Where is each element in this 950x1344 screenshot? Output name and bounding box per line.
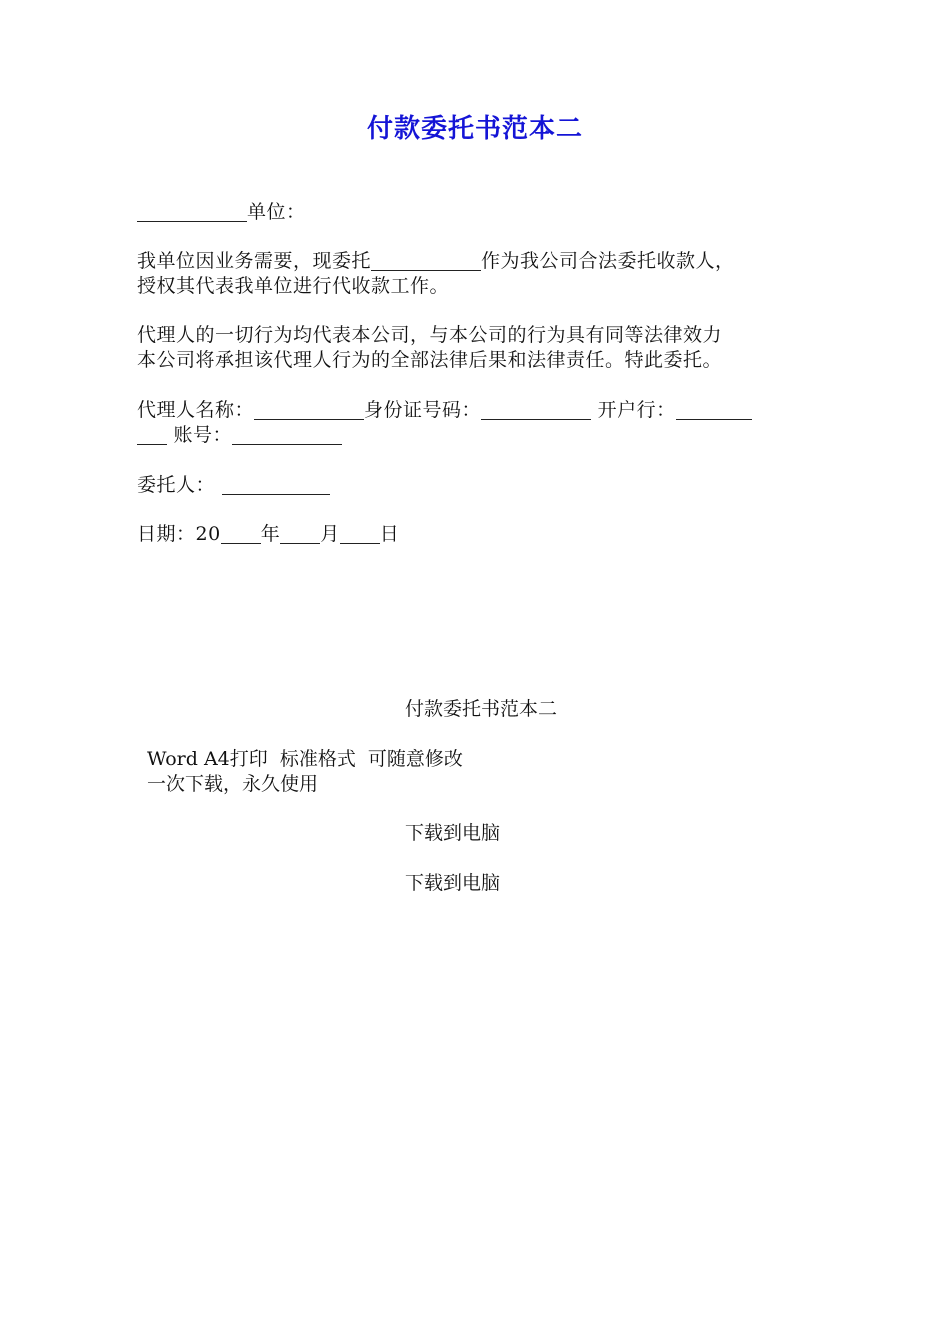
agent-name-label: 代理人名称： [137, 399, 255, 421]
footer-title: 付款委托书范本二 [405, 698, 558, 720]
id-number-label: 身份证号码： [364, 399, 482, 421]
para1-text-a: 我单位因业务需要，现委托 [137, 250, 372, 272]
bank-label: 开户行： [591, 399, 676, 421]
id-number-blank [481, 401, 591, 420]
month-blank [280, 525, 320, 544]
month-label: 月 [320, 523, 340, 545]
unit-line [137, 200, 306, 225]
date-line [137, 522, 399, 547]
paragraph-1-line-1 [137, 249, 735, 274]
year-blank [221, 525, 261, 544]
principal-blank [222, 476, 330, 495]
download-link-2[interactable]: 下载到电脑 [405, 872, 501, 894]
date-prefix: 日期：20 [137, 523, 221, 545]
agent-info-line-2 [137, 423, 342, 448]
agent-blank [371, 252, 481, 271]
principal-line [137, 473, 330, 498]
paragraph-2-line-2: 本公司将承担该代理人行为的全部法律后果和法律责任。特此委托。 [137, 349, 723, 371]
account-blank [232, 426, 342, 445]
paragraph-1-line-2: 授权其代表我单位进行代收款工作。 [137, 275, 450, 297]
download-link-1[interactable]: 下载到电脑 [405, 822, 501, 844]
footer-usage: 一次下载，永久使用 [147, 773, 319, 795]
account-label: 账号： [167, 424, 233, 446]
day-blank [340, 525, 380, 544]
principal-label: 委托人： [137, 474, 222, 496]
day-label: 日 [379, 523, 400, 545]
agent-info-line-1 [137, 398, 752, 423]
bank-blank-continued [137, 426, 167, 445]
agent-name-blank [254, 401, 364, 420]
year-label: 年 [260, 523, 281, 545]
unit-label: 单位： [247, 201, 306, 223]
document-title: 付款委托书范本二 [366, 114, 583, 144]
footer-features: Word A4打印 标准格式 可随意修改 [147, 748, 463, 770]
para1-text-b: 作为我公司合法委托收款人， [481, 250, 735, 272]
bank-blank [676, 401, 752, 420]
paragraph-2-line-1: 代理人的一切行为均代表本公司，与本公司的行为具有同等法律效力 [137, 324, 723, 346]
unit-blank [137, 203, 247, 222]
